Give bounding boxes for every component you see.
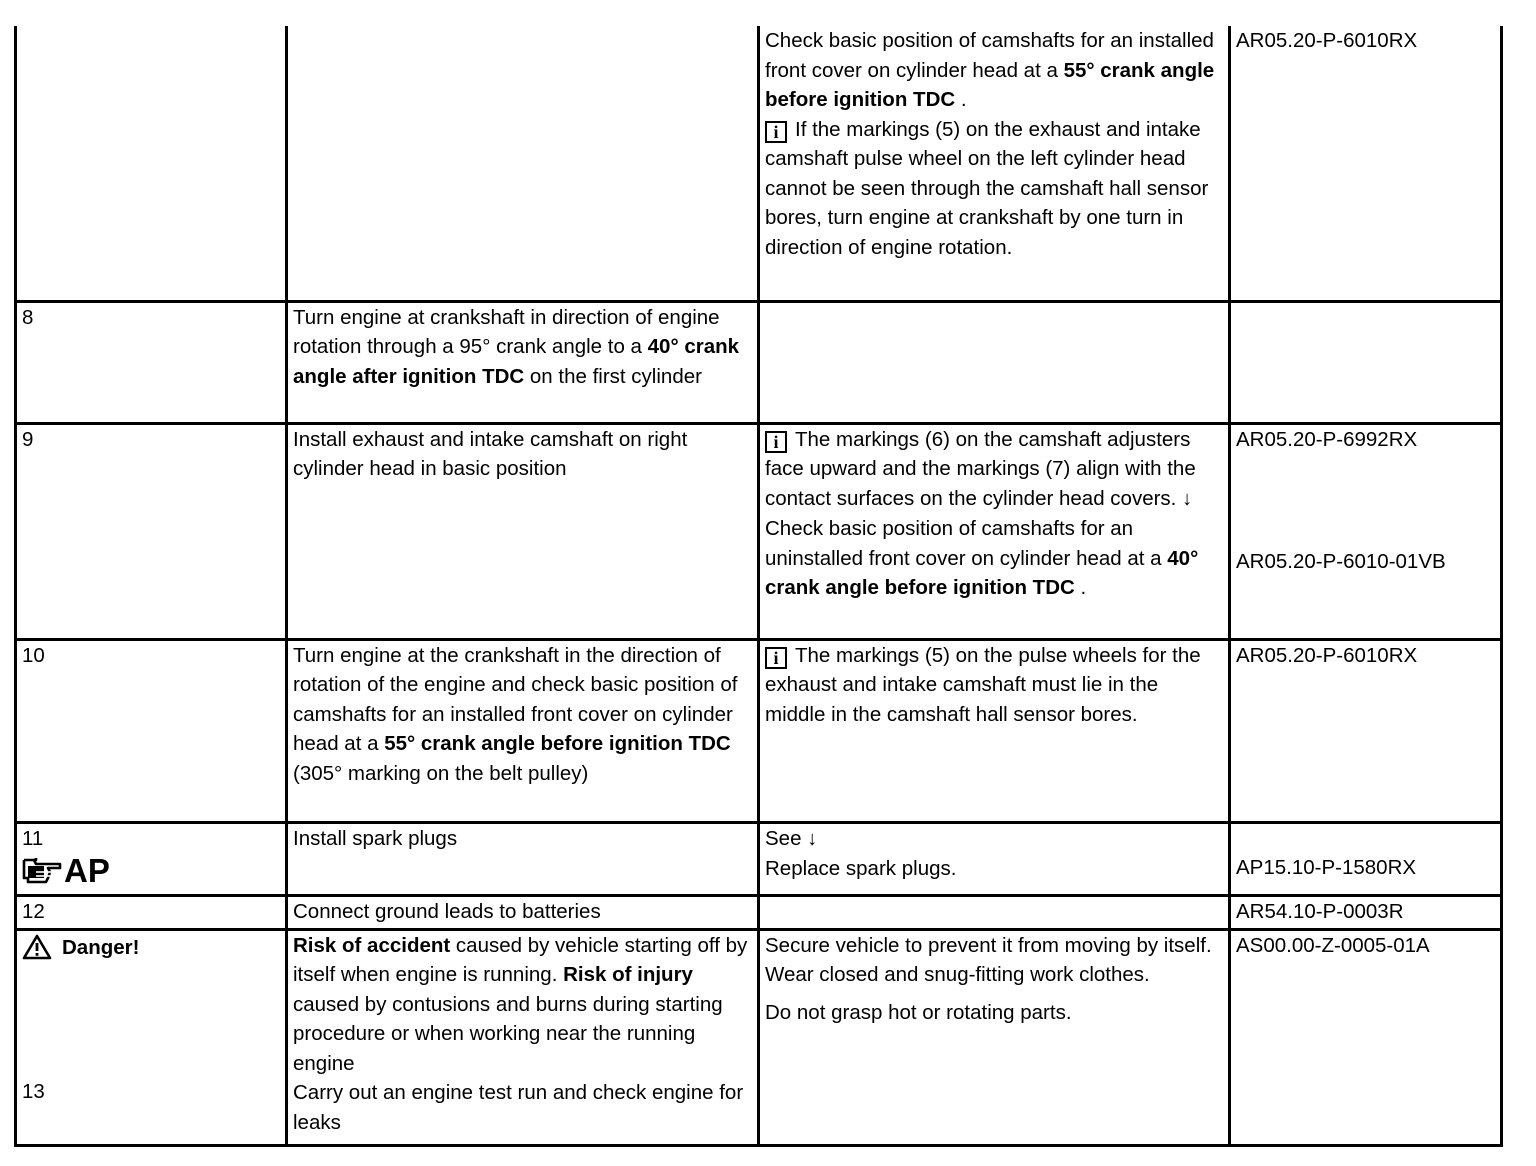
step-cell [16, 26, 287, 301]
operation-text: Carry out an engine test run and check engine for leaks [293, 1081, 744, 1134]
see-text: See [765, 826, 802, 850]
reference-link[interactable]: AR05.20-P-6010RX [1236, 29, 1418, 52]
note-cell [759, 639, 1230, 822]
reference-link[interactable]: AR05.20-P-6992RX [1236, 427, 1418, 451]
reference-cell [1230, 929, 1502, 1145]
risk-bold-text: Risk of accident [293, 933, 451, 957]
risk-bold-text: Risk of injury [563, 963, 693, 986]
table-row [16, 822, 1502, 895]
operation-cell [287, 929, 759, 1145]
step-number: 13 [22, 1080, 45, 1103]
danger-label: Danger! [62, 935, 140, 959]
note-cell [759, 895, 1230, 929]
step-number: 9 [22, 427, 34, 451]
operation-text: Connect ground leads to batteries [293, 899, 601, 923]
arrow-down-icon[interactable]: ↓ [1182, 487, 1193, 510]
operation-text: Turn engine at the crankshaft in the direction of rotation of the engine and check basic position of camshafts for an installed front cover on cylinder head at a [293, 643, 738, 755]
note-cell [759, 301, 1230, 423]
warning-triangle-icon [22, 934, 52, 960]
note-text: Replace spark plugs. [765, 857, 957, 880]
reference-cell [1230, 639, 1502, 822]
operation-cell [287, 26, 759, 301]
table-row [16, 639, 1502, 822]
note-bold-text: 55° crank angle before ignition TDC [765, 58, 1215, 111]
danger-marker [22, 933, 281, 963]
note-text-end: . [955, 88, 967, 111]
operation-text: Install exhaust and intake camshaft on right cylinder head in basic position [293, 427, 688, 480]
reference-cell [1230, 26, 1502, 301]
arrow-down-icon[interactable]: ↓ [807, 827, 818, 850]
risk-text: caused by contusions and burns during starting procedure or when working near the running engine [293, 992, 723, 1075]
safety-note: Secure vehicle to prevent it from moving by itself. [765, 933, 1212, 957]
reference-link[interactable]: AR54.10-P-0003R [1236, 899, 1404, 923]
info-note: The markings (5) on the pulse wheels for the exhaust and intake camshaft must lie in the middle in the camshaft hall sensor bores. [765, 643, 1201, 726]
operation-cell [287, 639, 759, 822]
note-text: Check basic position of camshafts for an uninstalled front cover on cylinder head at a [765, 517, 1168, 570]
note-text-end: . [1074, 576, 1087, 599]
info-icon: i [765, 431, 787, 453]
operation-text: Install spark plugs [293, 826, 458, 850]
safety-note: Do not grasp hot or rotating parts. [765, 1000, 1072, 1024]
table-row [16, 301, 1502, 423]
reference-link[interactable]: AR05.20-P-6010-01VB [1236, 550, 1446, 573]
procedure-table [14, 26, 1503, 1147]
table-row [16, 929, 1502, 1145]
safety-note: Wear closed and snug-fitting work clothes. [765, 963, 1150, 986]
note-cell [759, 822, 1230, 895]
ap-marker [22, 854, 281, 888]
step-cell [16, 929, 287, 1145]
info-icon: i [765, 647, 787, 669]
operation-text: Turn engine at crankshaft in direction of engine rotation through a 95° crank angle to a [293, 305, 720, 358]
step-number: 8 [22, 305, 34, 329]
operation-text-end: (305° marking on the belt pulley) [293, 761, 589, 785]
operation-bold-text: 55° crank angle before ignition TDC [384, 732, 731, 755]
note-cell [759, 423, 1230, 639]
reference-cell [1230, 301, 1502, 423]
note-bold-text: 40° crank angle before ignition TDC [765, 546, 1199, 599]
reference-link[interactable]: AP15.10-P-1580RX [1236, 856, 1417, 879]
info-note: The markings (6) on the camshaft adjusters face upward and the markings (7) align with the contact surfaces on the cylinder head covers. [765, 427, 1196, 510]
operation-bold-text: 40° crank angle after ignition TDC [293, 335, 740, 388]
step-cell [16, 301, 287, 423]
step-number: 10 [22, 643, 45, 667]
reference-link[interactable]: AR05.20-P-6010RX [1236, 643, 1418, 667]
operation-cell [287, 301, 759, 423]
table-row [16, 423, 1502, 639]
operation-cell [287, 895, 759, 929]
step-number: 12 [22, 899, 45, 923]
operation-cell [287, 423, 759, 639]
step-cell [16, 822, 287, 895]
table-row [16, 26, 1502, 301]
ap-label: AP [64, 852, 110, 889]
table-row [16, 895, 1502, 929]
step-number: 11 [22, 826, 44, 850]
reference-cell [1230, 895, 1502, 929]
note-cell [759, 929, 1230, 1145]
operation-cell [287, 822, 759, 895]
operation-text-end: on the first cylinder [524, 364, 702, 388]
note-cell [759, 26, 1230, 301]
reference-link[interactable]: AS00.00-Z-0005-01A [1236, 933, 1430, 957]
step-cell [16, 639, 287, 822]
step-cell [16, 895, 287, 929]
risk-text: caused by vehicle starting off by itself when engine is running. [293, 933, 748, 986]
info-note: If the markings (5) on the exhaust and intake camshaft pulse wheel on the left cylinder head cannot be seen through the camshaft hall sensor bores, turn engine at crankshaft by one turn in direction of engine rotation. [765, 117, 1209, 259]
pointing-hand-icon [22, 856, 62, 886]
reference-cell [1230, 822, 1502, 895]
reference-cell [1230, 423, 1502, 639]
info-icon: i [765, 121, 787, 143]
step-cell [16, 423, 287, 639]
note-text: Check basic position of camshafts for an installed front cover on cylinder head at a [765, 29, 1214, 82]
